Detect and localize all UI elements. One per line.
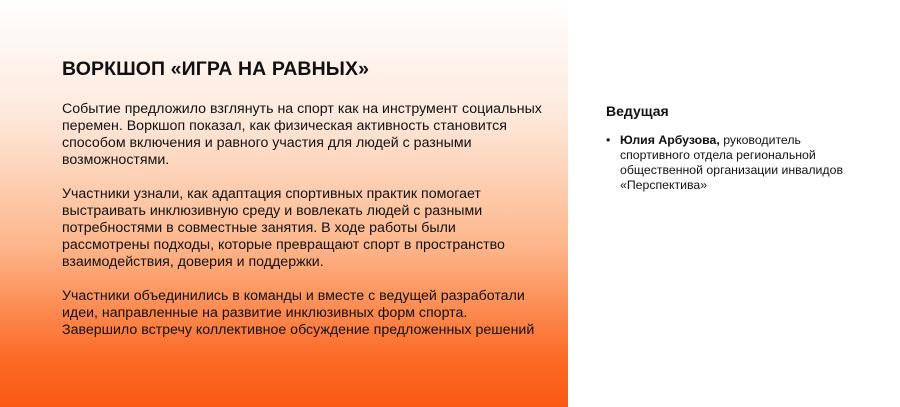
host-list: [606, 133, 846, 193]
paragraph-intro: Событие предложило взглянуть на спорт как на инструмент социальных перемен. Воркшоп показал, как физическая активность становится способом включения и равного участия для людей с разными возможностями.: [62, 101, 542, 168]
host-panel: [606, 103, 846, 193]
host-list-item: [606, 133, 846, 193]
paragraph-details: Участники узнали, как адаптация спортивных практик помогает выстраивать инклюзивную среду и вовлекать людей с разными потребностями в совместные занятия. В ходе работы были рассмотрены подходы, которые превращают спорт в пространство взаимодействия, доверия и поддержки.: [62, 186, 505, 270]
page-title: ВОРКШОП «ИГРА НА РАВНЫХ»: [62, 58, 370, 80]
host-name: Юлия Арбузова,: [620, 133, 720, 147]
paragraph-outcome: Участники объединились в команды и вместе с ведущей разработали идеи, направленные на развитие инклюзивных форм спорта. Завершило встречу коллективное обсуждение предложенных решений: [62, 288, 535, 338]
description-text: [62, 101, 542, 356]
host-role: руководитель спортивного отдела региональной общественной организации инвалидов «Перспектива»: [620, 133, 843, 192]
bullet-icon: •: [606, 133, 611, 147]
host-heading: Ведущая: [606, 103, 669, 119]
